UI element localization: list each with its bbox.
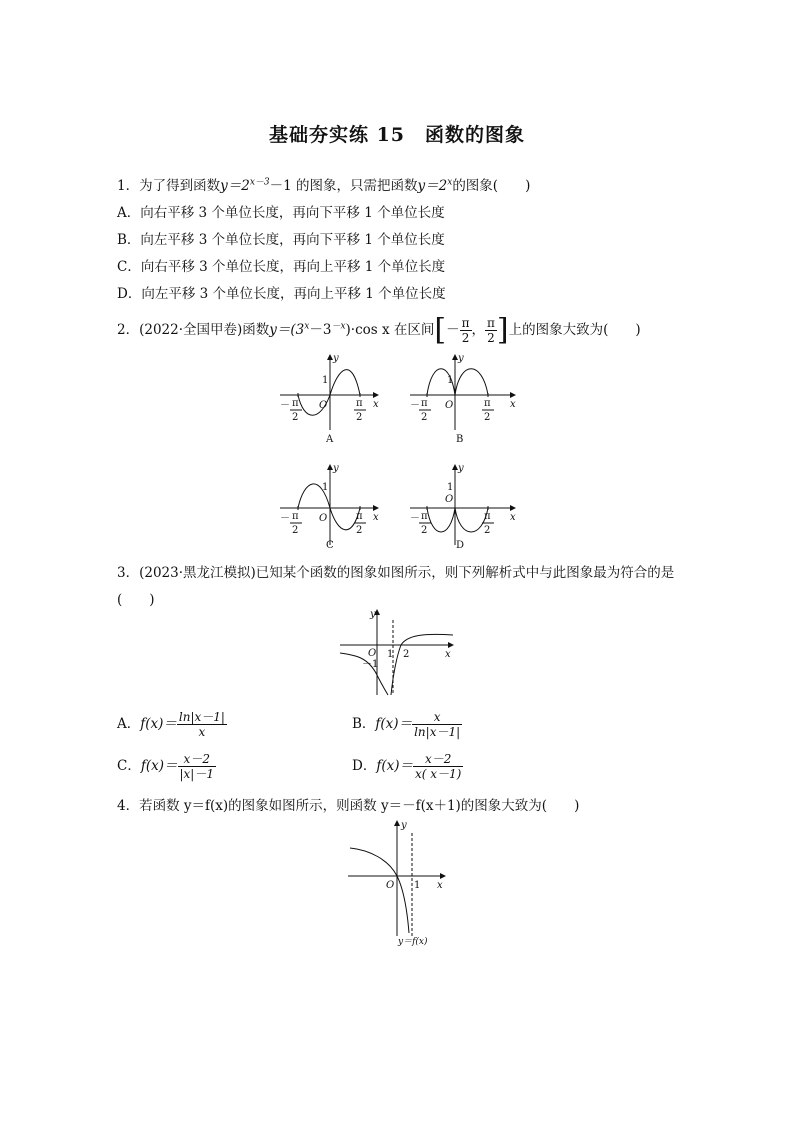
axis-y-label: y bbox=[458, 463, 464, 474]
tick-2: 2 bbox=[403, 649, 410, 660]
tick-1: 1 bbox=[414, 880, 421, 891]
graph-caption: y＝f(x) bbox=[398, 937, 428, 947]
neg-sign: － bbox=[410, 513, 420, 524]
axis-y-label: y bbox=[370, 609, 376, 620]
tick-2: 2 bbox=[292, 525, 299, 536]
q1-option-a[interactable]: A．向右平移 3 个单位长度，再向下平移 1 个单位长度 bbox=[117, 205, 445, 221]
origin-label: O bbox=[319, 513, 328, 524]
tick-pi: π bbox=[356, 511, 363, 522]
tick-2: 2 bbox=[421, 412, 428, 423]
tick-pi: π bbox=[421, 511, 428, 522]
q1-option-c[interactable]: C．向右平移 3 个单位长度，再向上平移 1 个单位长度 bbox=[117, 259, 446, 275]
axis-y-label: y bbox=[333, 463, 339, 474]
tick-pi: π bbox=[292, 398, 299, 409]
tick-pi: π bbox=[421, 398, 428, 409]
q1-option-b[interactable]: B．向左平移 3 个单位长度，再向下平移 1 个单位长度 bbox=[117, 232, 445, 248]
q4-stem: 4．若函数 y＝f(x)的图象如图所示，则函数 y＝－f(x＋1)的图象大致为( ) bbox=[117, 798, 580, 814]
pi-over-2: $\frac{\pi}{2}$ bbox=[487, 316, 495, 345]
q3-option-b[interactable]: B．f(x)＝ $\frac{x}{\ln|x-1|}$ bbox=[352, 710, 461, 739]
tick-neg1: －1 bbox=[362, 659, 379, 670]
axis-x-label: x bbox=[373, 512, 379, 523]
axis-y-label: y bbox=[458, 353, 464, 364]
axis-x-label: x bbox=[510, 512, 516, 523]
q1-option-d[interactable]: D．向左平移 3 个单位长度，再向上平移 1 个单位长度 bbox=[117, 286, 446, 302]
neg-sign: － bbox=[280, 400, 290, 411]
axis-y-label: y bbox=[401, 820, 407, 831]
origin-label: O bbox=[319, 400, 328, 411]
axis-x-label: x bbox=[437, 880, 443, 891]
origin-label: O bbox=[386, 880, 395, 891]
q3-graph bbox=[335, 605, 460, 700]
q3-stem: 3．(2023·黑龙江模拟)已知某个函数的图象如图所示，则下列解析式中与此图象最为符合的是 bbox=[117, 565, 675, 581]
graph-label-b: B bbox=[456, 434, 464, 445]
tick-1: 1 bbox=[387, 649, 394, 660]
q2-graphs bbox=[270, 350, 540, 550]
q3-option-d[interactable]: D．f(x)＝ $\frac{x-2}{x( x-1)}$ bbox=[352, 752, 462, 781]
neg-sign: － bbox=[280, 513, 290, 524]
neg-sign: － bbox=[410, 400, 420, 411]
tick-pi: π bbox=[484, 511, 491, 522]
tick-pi: π bbox=[292, 511, 299, 522]
axis-y-label: y bbox=[333, 353, 339, 364]
axis-x-label: x bbox=[510, 399, 516, 410]
origin-label: O bbox=[445, 400, 454, 411]
tick-1: 1 bbox=[322, 482, 329, 493]
tick-2: 2 bbox=[421, 525, 428, 536]
q1-stem: 1．为了得到函数$y=2^{x-3}-1$ 的图象，只需把函数$y=2^x$的图象( ) bbox=[117, 177, 531, 194]
axis-x-label: x bbox=[445, 649, 451, 660]
tick-2: 2 bbox=[356, 412, 363, 423]
q3-option-c[interactable]: C．f(x)＝ $\frac{x-2}{|x|-1}$ bbox=[117, 752, 214, 781]
q2-stem: 2．(2022·全国甲卷)函数$y=(3^x-3^{-x})\cdot\cos$ x 在区间[－ $\frac{\pi}{2}$ ， $\frac{\pi}{2}$ ]上的图象大致为( ) bbox=[117, 312, 641, 348]
tick-pi: π bbox=[484, 398, 491, 409]
tick-2: 2 bbox=[484, 412, 491, 423]
tick-2: 2 bbox=[484, 525, 491, 536]
tick-2: 2 bbox=[292, 412, 299, 423]
graph-label-d: D bbox=[456, 540, 465, 550]
origin-label: O bbox=[445, 494, 454, 505]
tick-1: 1 bbox=[447, 482, 454, 493]
tick-2: 2 bbox=[356, 525, 363, 536]
axis-x-label: x bbox=[373, 399, 379, 410]
page-title: 基础夯实练 15 函数的图象 bbox=[268, 124, 526, 146]
graph-label-c: C bbox=[326, 540, 334, 550]
q3-option-a[interactable]: A．f(x)＝ $\frac{\ln|x-1|}{x}$ bbox=[117, 710, 225, 739]
q3-answer-paren: ( ) bbox=[117, 592, 155, 608]
tick-pi: π bbox=[356, 398, 363, 409]
neg-pi-over-2: $\frac{\pi}{2}$ bbox=[461, 316, 470, 345]
graph-label-a: A bbox=[326, 434, 334, 445]
tick-1: 1 bbox=[322, 375, 329, 386]
origin-label: O bbox=[368, 648, 377, 659]
tick-1: 1 bbox=[447, 375, 454, 386]
q4-graph bbox=[345, 818, 455, 950]
